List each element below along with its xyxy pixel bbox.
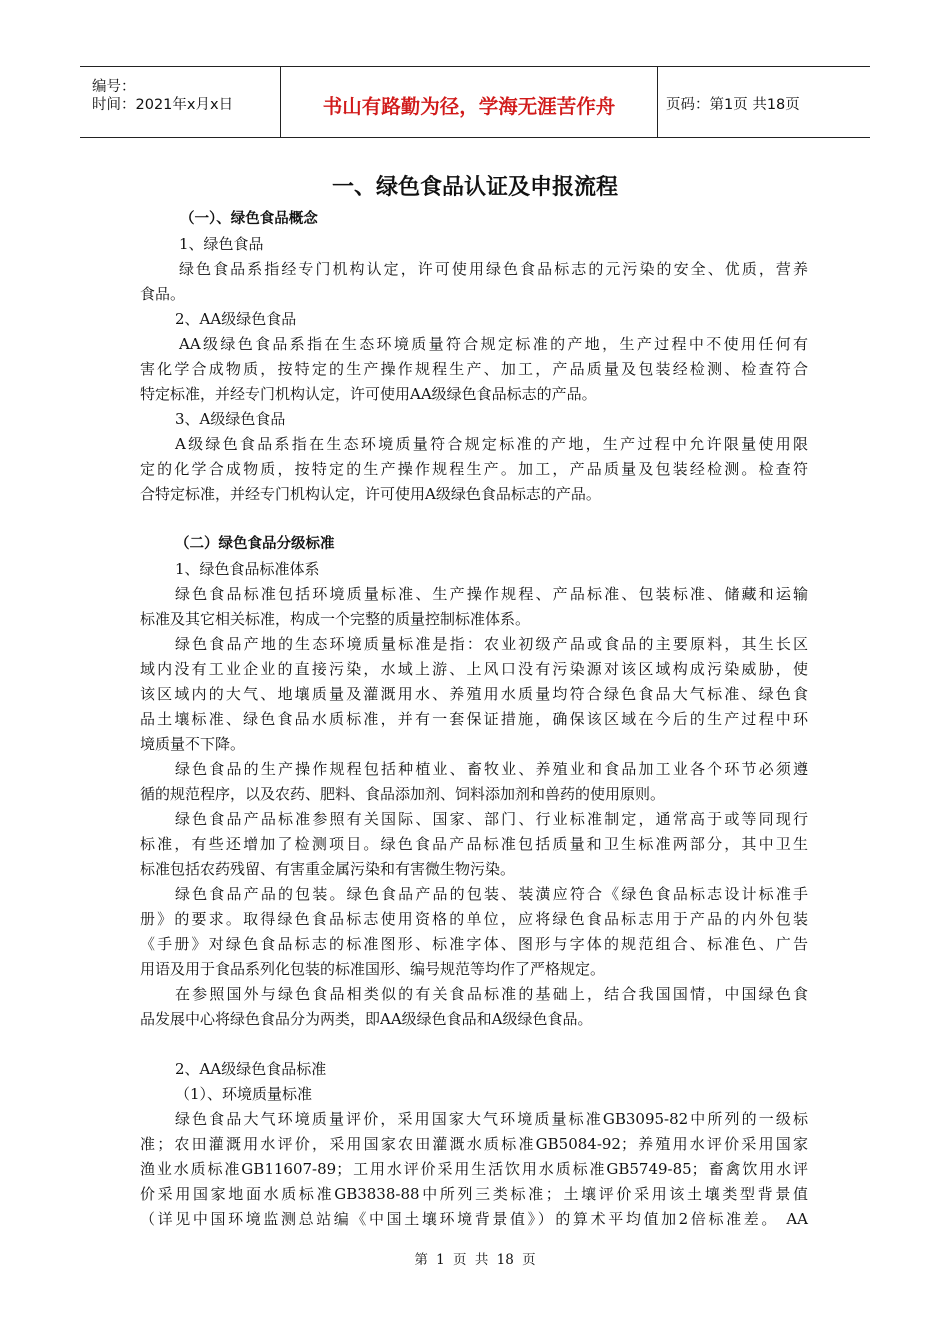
paragraph-line: 绿色食品产地的生态环境质量标准是指：农业初级产品或食品的主要原料，其生长区: [175, 635, 808, 653]
header-page-cell: [658, 67, 870, 137]
paragraph-line: 境质量不下降。: [140, 735, 246, 753]
subsection-heading: 2、AA级绿色食品标准: [175, 1060, 327, 1078]
paragraph-line: 品发展中心将绿色食品分为两类，即AA级绿色食品和A级绿色食品。: [140, 1010, 593, 1028]
paragraph-line: AA级绿色食品系指在生态环境质量符合规定标准的产地，生产过程中不使用任何有: [179, 335, 808, 353]
paragraph-line: 域内没有工业企业的直接污染，水域上游、上风口没有污染源对该区域构成污染威胁，使: [140, 660, 808, 678]
header-page-code: 页码：第1页 共18页: [666, 97, 800, 113]
header-motto-cell: [281, 67, 658, 137]
section-heading: （一）、绿色食品概念: [180, 211, 318, 227]
paragraph-line: （详见中国环境监测总站编《中国土壤环境背景值》）的算术平均值加2倍标准差。 AA: [140, 1210, 808, 1228]
subsection-heading: 2、AA级绿色食品: [175, 310, 297, 328]
paragraph-line: 定的化学合成物质，按特定的生产操作规程生产。加工，产品质量及包装经检测。检查符: [140, 460, 808, 478]
paragraph-line: 渔业水质标准GB11607-89；工用水评价采用生活饮用水质标准GB5749-85；畜禽饮用水评: [140, 1160, 808, 1178]
header-motto: 书山有路勤为径，学海无涯苦作舟: [322, 95, 616, 118]
subsection-heading: 1、绿色食品标准体系: [175, 560, 320, 578]
subsection-heading: （1）、环境质量标准: [175, 1085, 313, 1103]
paragraph-line: 价采用国家地面水质标准GB3838-88中所列三类标准；土壤评价采用该土壤类型背景值: [140, 1185, 808, 1203]
paragraph-line: 绿色食品大气环境质量评价，采用国家大气环境质量标准GB3095-82中所列的一级标: [175, 1110, 808, 1128]
paragraph-line: 标准，有些还增加了检测项目。绿色食品产品标准包括质量和卫生标准两部分，其中卫生: [140, 835, 808, 853]
document-body: [140, 207, 808, 1232]
paragraph-line: 册》的要求。取得绿色食品标志使用资格的单位，应将绿色食品标志用于产品的内外包装: [140, 910, 808, 928]
subsection-heading: 1、绿色食品: [179, 235, 264, 253]
section-heading: （二）绿色食品分级标准: [175, 536, 335, 552]
document-header: [80, 66, 870, 138]
paragraph-line: 该区域内的大气、地壤质量及灌溉用水、养殖用水质量均符合绿色食品大气标准、绿色食: [140, 685, 808, 703]
paragraph-line: 合特定标准，并经专门机构认定，许可使用A级绿色食品标志的产品。: [140, 485, 601, 503]
paragraph-line: 标准及其它相关标准，构成一个完整的质量控制标准体系。: [140, 610, 531, 628]
subsection-heading: 3、A级绿色食品: [175, 410, 286, 428]
paragraph-line: 特定标准，并经专门机构认定，许可使用AA级绿色食品标志的产品。: [140, 385, 597, 403]
paragraph-line: 循的规范程序，以及农药、肥料、食品添加剂、饲料添加剂和兽药的使用原则。: [140, 785, 666, 803]
paragraph-line: 绿色食品的生产操作规程包括种植业、畜牧业、养殖业和食品加工业各个环节必须遵: [175, 760, 808, 778]
document-title: 一、绿色食品认证及申报流程: [331, 175, 618, 200]
paragraph-line: 准；农田灌溉用水评价，采用国家农田灌溉水质标准GB5084-92；养殖用水评价采用国家: [140, 1135, 808, 1153]
paragraph-line: 害化学合成物质，按特定的生产操作规程生产、加工，产品质量及包装经检测、检查符合: [140, 360, 808, 378]
header-info-cell: [80, 67, 281, 137]
paragraph-line: 食品。: [140, 285, 186, 303]
paragraph-line: 在参照国外与绿色食品相类似的有关食品标准的基础上，结合我国国情，中国绿色食: [175, 985, 808, 1003]
paragraph-line: 标准包括农药残留、有害重金属污染和有害微生物污染。: [140, 860, 516, 878]
paragraph-line: 绿色食品系指经专门机构认定，许可使用绿色食品标志的元污染的安全、优质，营养: [179, 260, 808, 278]
paragraph-line: 绿色食品产品标准参照有关国际、国家、部门、行业标准制定，通常高于或等同现行: [175, 810, 808, 828]
paragraph-line: 《手册》对绿色食品标志的标准图形、标准字体、图形与字体的规范组合、标准色、广告: [140, 935, 808, 953]
page-footer: 第 1 页 共 18 页: [414, 1252, 536, 1268]
paragraph-line: 品土壤标准、绿色食品水质标准，并有一套保证措施，确保该区域在今后的生产过程中环: [140, 710, 808, 728]
document-number-label: 编号：: [92, 79, 136, 95]
paragraph-line: A级绿色食品系指在生态环境质量符合规定标准的产地，生产过程中允许限量使用限: [175, 435, 808, 453]
paragraph-line: 用语及用于食品系列化包装的标准国形、编号规范等均作了严格规定。: [140, 960, 606, 978]
paragraph-line: 绿色食品标准包括环境质量标准、生产操作规程、产品标准、包装标准、储藏和运输: [175, 585, 808, 603]
paragraph-line: 绿色食品产品的包装。绿色食品产品的包装、装潢应符合《绿色食品标志设计标准手: [175, 885, 808, 903]
document-date-label: 时间：2021年x月x日: [92, 97, 234, 113]
